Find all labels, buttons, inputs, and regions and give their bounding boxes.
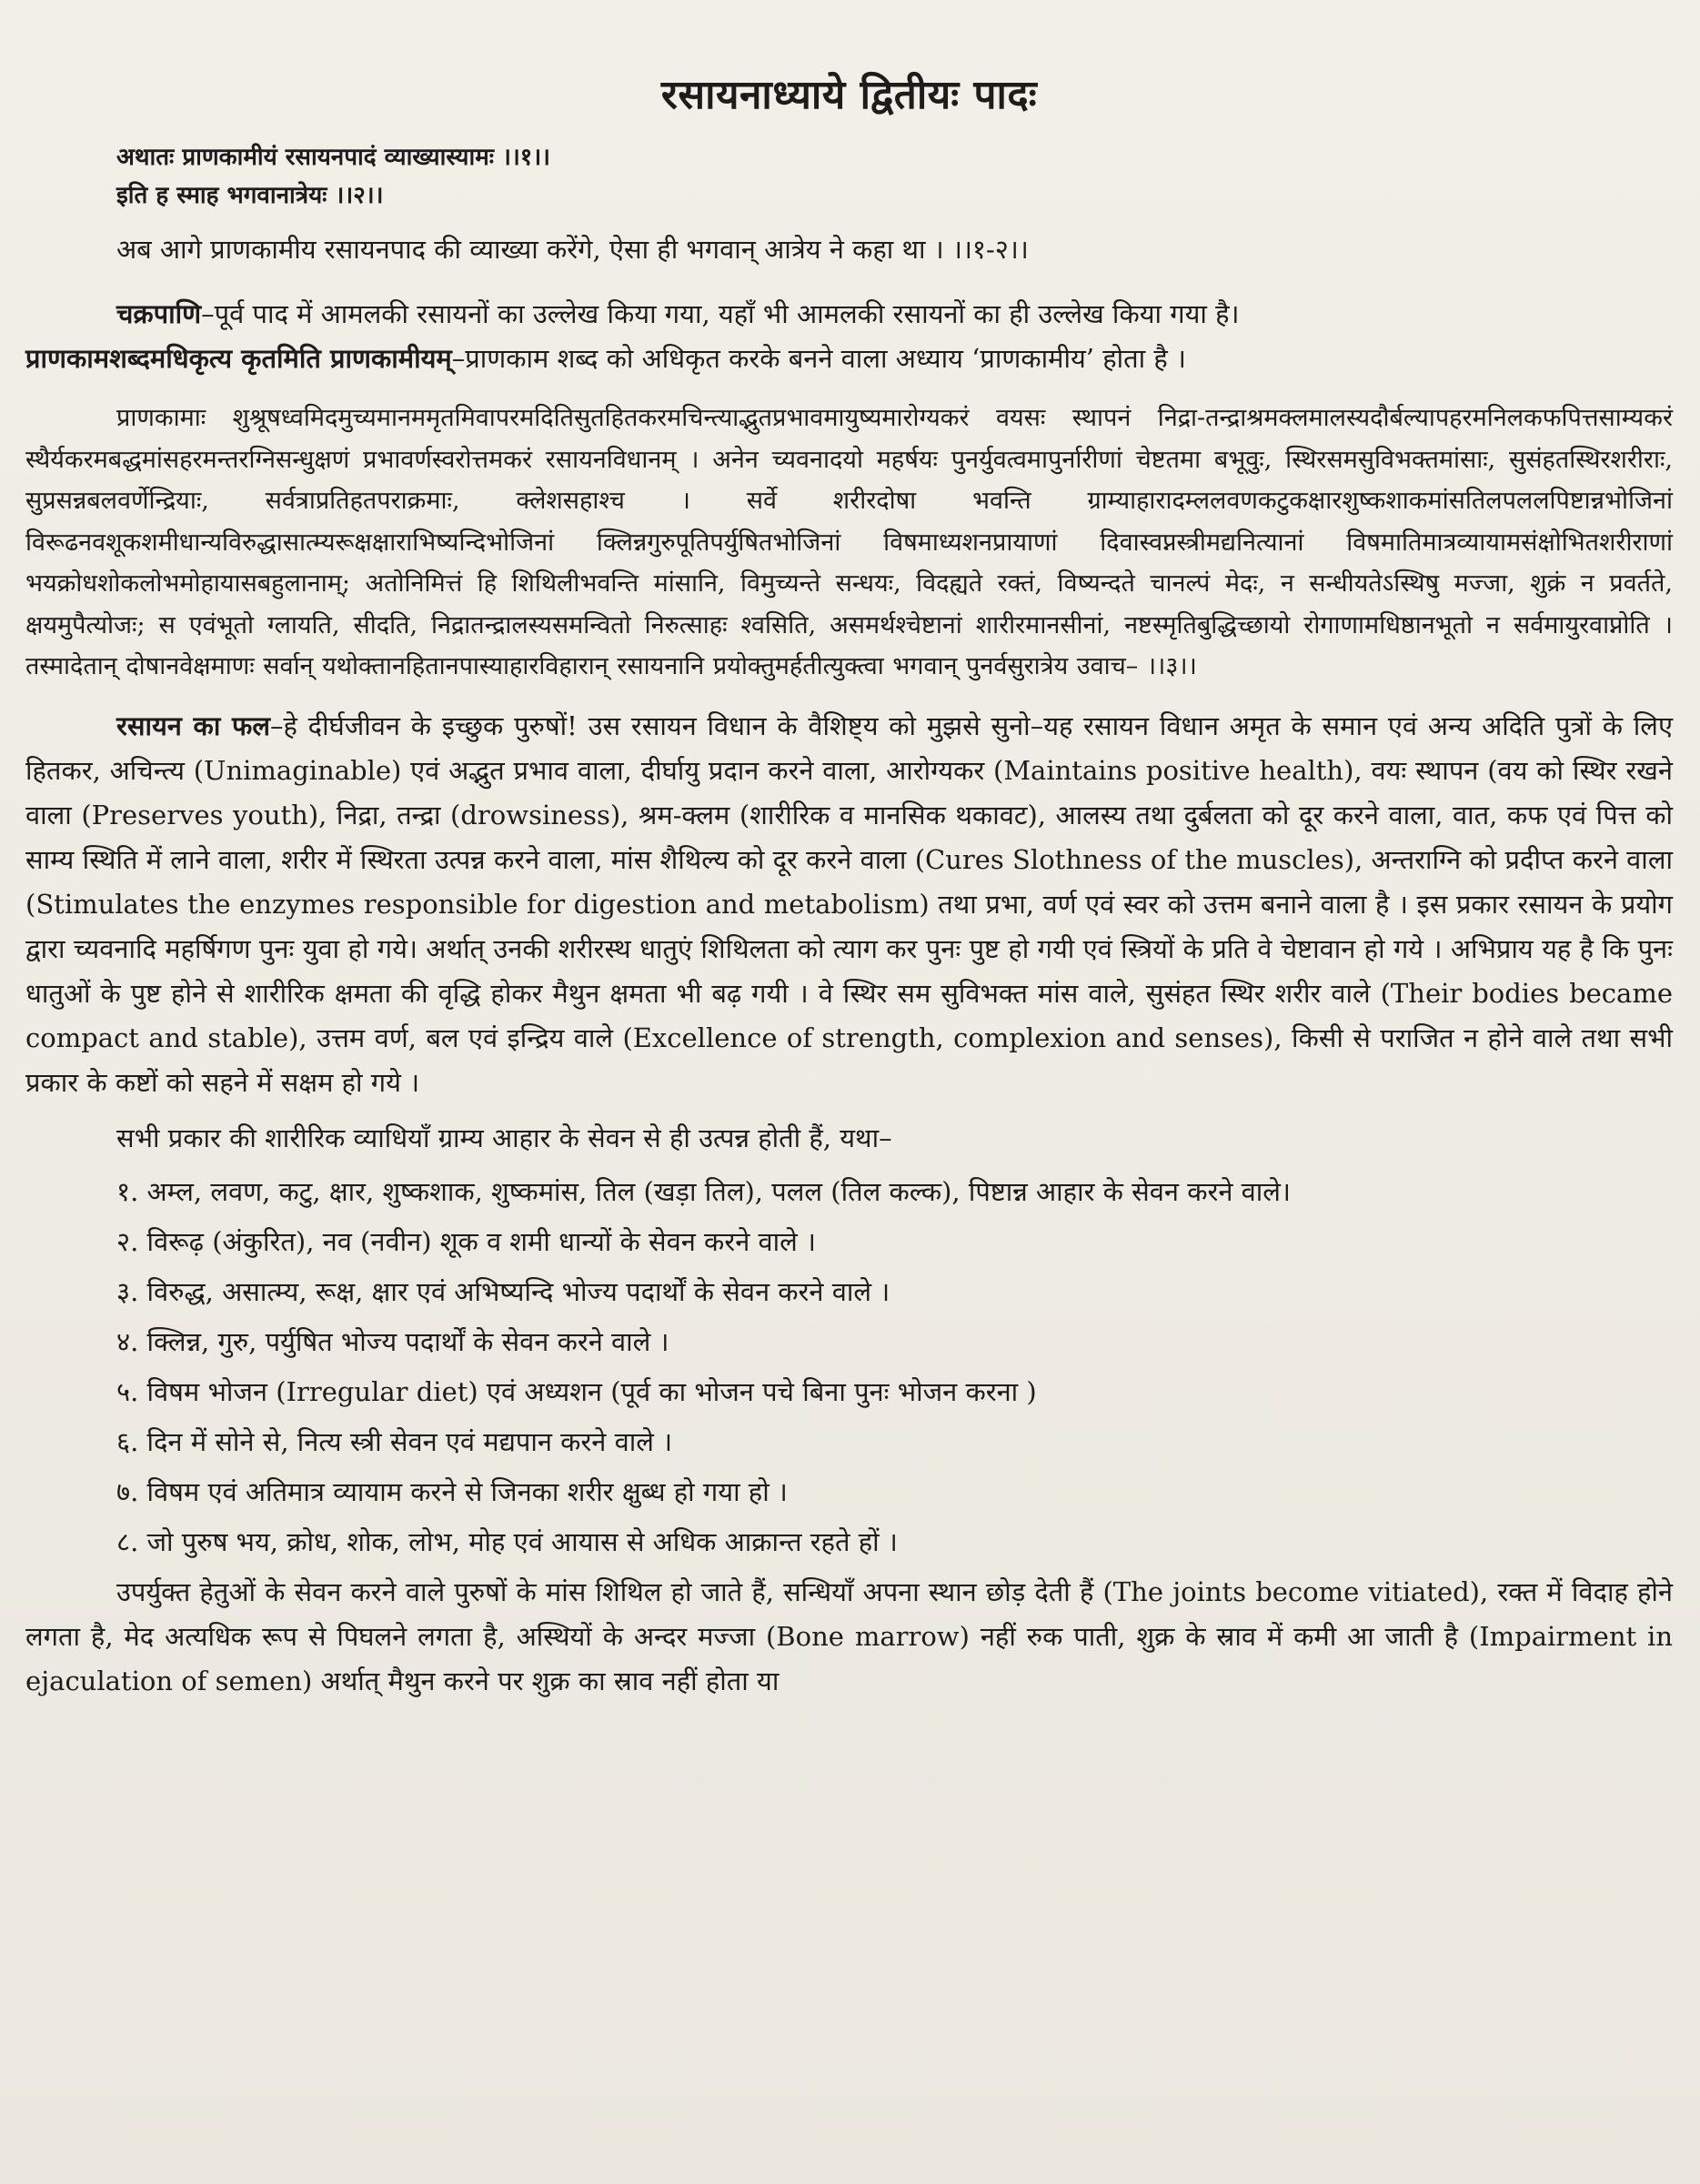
rasayan-phal-paragraph: [25, 704, 1673, 1105]
page-title: रसायनाध्याये द्वितीयः पादः: [660, 72, 1038, 118]
rasayan-phal-text: –हे दीर्घजीवन के इच्छुक पुरुषों! उस रसायन विधान के वैशिष्ट्य को मुझसे सुनो–यह रसायन विधान अमृत के समान एवं अन्य अदिति पुत्रों के लिए हितकर, अचिन्त्य (Unimaginable) एवं अद्भुत प्रभाव वाला, दीर्घायु प्रदान करने वाला, आरोग्यकर (Maintains positive health), वयः स्थापन (वय को स्थिर रखने वाला (Preserves youth), निद्रा, तन्द्रा (drowsiness), श्रम-क्लम (शारीरिक व मानसिक थकावट), आलस्य तथा दुर्बलता को दूर करने वाला, वात, कफ एवं पित्त को साम्य स्थिति में लाने वाला, शरीर में स्थिरता उत्पन्न करने वाला, मांस शैथिल्य को दूर करने वाला (Cures Slothness of the muscles), अन्तराग्नि को प्रदीप्त करने वाला (Stimulates the enzymes responsible for digestion and metabolism) तथा प्रभा, वर्ण एवं स्वर को उत्तम बनाने वाला है । इस प्रकार रसायन के प्रयोग द्वारा च्यवनादि महर्षिगण पुनः युवा हो गये। अर्थात् उनकी शरीरस्थ धातुएं शिथिलता को त्याग कर पुनः पुष्ट हो गयी एवं स्त्रियों के प्रति वे चेष्टावान हो गये । अभिप्राय यह है कि पुनः धातुओं के पुष्ट होने से शारीरिक क्षमता की वृद्धि होकर मैथुन क्षमता भी बढ़ गयी । वे स्थिर सम सुविभक्त मांस वाले, सुसंहत स्थिर शरीर वाले (Their bodies became compact and stable), उत्तम वर्ण, बल एवं इन्द्रिय वाले (Excellence of strength, complexion and senses), किसी से पराजित न होने वाले तथा सभी प्रकार के कष्टों को सहने में सक्षम हो गये ।: [25, 710, 1673, 1098]
list-item: ६. दिन में सोने से, नित्य स्त्री सेवन एवं मद्यपान करने वाले ।: [116, 1425, 673, 1457]
pranakama-text: –प्राणकाम शब्द को अधिकृत करके बनने वाला अध्याय ‘प्राणकामीय’ होता है ।: [451, 343, 1187, 374]
pranakama-head: प्राणकामशब्दमधिकृत्य कृतमिति प्राणकामीयम्: [25, 343, 452, 374]
verse-3-sanskrit: प्राणकामाः शुश्रूषध्वमिदमुच्यमानममृतमिवापरमदितिसुतहितकरमचिन्त्याद्भुतप्रभावमायुष्यमारोग्यकरं वयसः स्थापनं निद्रा-तन्द्राश्रमक्लमालस्यदौर्बल्यापहरमनिलकफपित्तसाम्यकरं स्थैर्यकरमबद्धमांसहरमन्तरग्निसन्धुक्षणं प्रभावर्णस्वरोत्तमकरं रसायनविधानम् । अनेन च्यवनादयो महर्षयः पुनर्युवत्वमापुर्नारीणां चेष्टतमा बभूवुः, स्थिरसमसुविभक्तमांसाः, सुसंहतस्थिरशरीराः, सुप्रसन्नबलवर्णेन्द्रियाः, सर्वत्राप्रतिहतपराक्रमाः, क्लेशसहाश्च । सर्वे शरीरदोषा भवन्ति ग्राम्याहारादम्ललवणकटुकक्षारशुष्कशाकमांसतिलपललपिष्टान्नभोजिनां विरूढनवशूकशमीधान्यविरुद्धासात्म्यरूक्षक्षाराभिष्यन्दिभोजिनां क्लिन्नगुरुपूतिपर्युषितभोजिनां विषमाध्यशनप्रायाणां दिवास्वप्नस्त्रीमद्यनित्यानां विषमातिमात्रव्यायामसंक्षोभितशरीराणां भयक्रोधशोकलोभमोहायासबहुलानाम्; अतोनिमित्तं हि शिथिलीभवन्ति मांसानि, विमुच्यन्ते सन्धयः, विदह्यते रक्तं, विष्यन्दते चानल्पं मेदः, न सन्धीयतेऽस्थिषु मज्जा, शुक्रं न प्रवर्तते, क्षयमुपैत्योजः; स एवंभूतो ग्लायति, सीदति, निद्रातन्द्रालस्यसमन्वितो निरुत्साहः श्वसिति, असमर्थश्चेष्टानां शारीरमानसीनां, नष्टस्मृतिबुद्धिच्छायो रोगाणामधिष्ठानभूतो न सर्वमायुरवाप्नोति । तस्मादेतान् दोषानवेक्षमाणः सर्वान् यथोक्तानहितानपास्याहारविहारान् रसायनानि प्रयोक्तुमर्हतीत्युक्त्वा भगवान् पुनर्वसुरात्रेय उवाच– ।।३।।: [25, 404, 1673, 680]
spacer: [25, 381, 1673, 398]
pranakama-commentary: [25, 337, 1673, 381]
list-item: ८. जो पुरुष भय, क्रोध, शोक, लोभ, मोह एवं आयास से अधिक आक्रान्त रहते हों ।: [116, 1525, 898, 1557]
list-item: ४. क्लिन्न, गुरु, पर्युषित भोज्य पदार्थों के सेवन करने वाले ।: [116, 1325, 669, 1357]
rasayan-phal-head: रसायन का फल: [116, 710, 270, 741]
closing-paragraph: उपर्युक्त हेतुओं के सेवन करने वाले पुरुषों के मांस शिथिल हो जाते हैं, सन्धियाँ अपना स्थान छोड़ देती हैं (The joints become vitiated), रक्त में विदाह होने लगता है, मेद अत्यधिक रूप से पिघलने लगता है, अस्थियों के अन्दर मज्जा (Bone marrow) नहीं रुक पाती, शुक्र के स्राव में कमी आ जाती है (Impairment in ejaculation of semen) अर्थात् मैथुन करने पर शुक्र का स्राव नहीं होता या: [25, 1575, 1673, 1696]
list-intro: सभी प्रकार की शारीरिक व्याधियाँ ग्राम्य आहार के सेवन से ही उत्पन्न होती हैं, यथा–: [116, 1122, 892, 1153]
chakrapani-text: –पूर्व पाद में आमलकी रसायनों का उल्लेख किया गया, यहाँ भी आमलकी रसायनों का ही उल्लेख किया गया है।: [201, 298, 1240, 329]
chakrapani-commentary: [25, 292, 1673, 337]
list-item: १. अम्ल, लवण, कटु, क्षार, शुष्कशाक, शुष्कमांस, तिल (खड़ा तिल), पलल (तिल कल्क), पिष्टान्न आहार के सेवन करने वाले।: [116, 1175, 1291, 1207]
translation-1-2: अब आगे प्राणकामीय रसायनपाद की व्याख्या करेंगे, ऐसा ही भगवान् आत्रेय ने कहा था । ।।१-२।।: [116, 234, 1029, 265]
list-item: ५. विषम भोजन (Irregular diet) एवं अध्यशन (पूर्व का भोजन पचे बिना पुनः भोजन करना ): [116, 1375, 1037, 1407]
verse-2: इति ह स्माह भगवानात्रेयः ।।२।।: [116, 182, 384, 209]
spacer: [25, 688, 1673, 704]
list-item: ७. विषम एवं अतिमात्र व्यायाम करने से जिनका शरीर क्षुब्ध हो गया हो ।: [116, 1475, 788, 1507]
list-item: ३. विरुद्ध, असात्म्य, रूक्ष, क्षार एवं अभिष्यन्दि भोज्य पदार्थों के सेवन करने वाले ।: [116, 1275, 890, 1307]
list-item: २. विरूढ़ (अंकुरित), नव (नवीन) शूक व शमी धान्यों के सेवन करने वाले ।: [116, 1225, 817, 1257]
causes-list: [25, 1170, 1673, 1565]
chakrapani-head: चक्रपाणि: [116, 298, 202, 329]
verse-1: अथातः प्राणकामीयं रसायनपादं व्याख्यास्यामः ।।१।।: [116, 144, 551, 171]
